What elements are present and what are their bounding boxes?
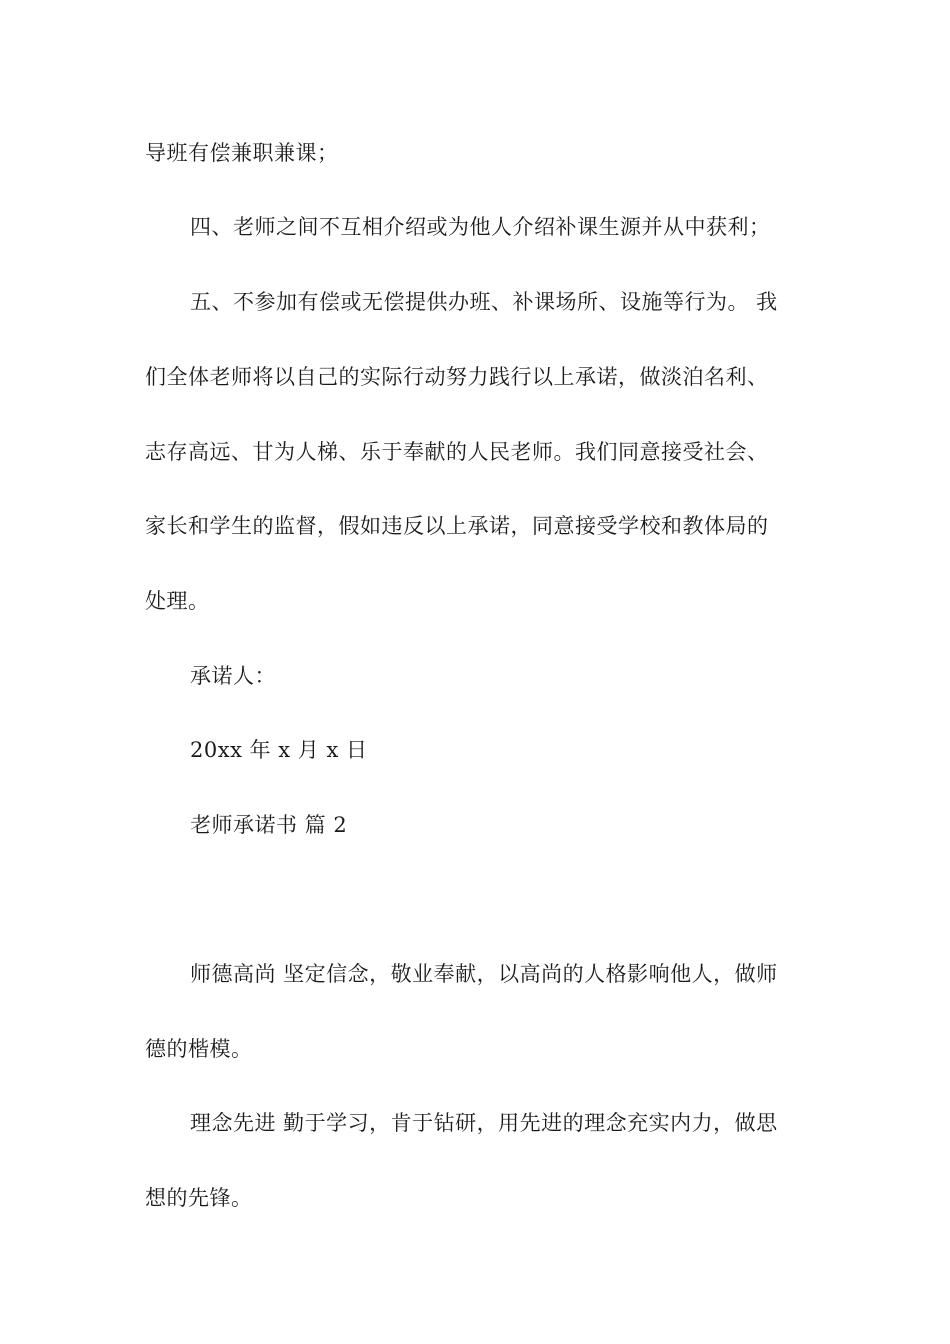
paragraph-ethics: 师德高尚 坚定信念，敬业奉献，以高尚的人格影响他人，做师	[190, 962, 778, 986]
paragraph-item-five: 五、不参加有偿或无偿提供办班、补课场所、设施等行为。 我	[190, 290, 778, 314]
paragraph-line: 们全体老师将以自己的实际行动努力践行以上承诺，做淡泊名利、	[145, 365, 769, 389]
paragraph-line: 家长和学生的监督，假如违反以上承诺，同意接受学校和教体局的	[145, 514, 769, 538]
date-line: 20xx 年 x 月 x 日	[190, 738, 368, 762]
paragraph-item-four: 四、老师之间不互相介绍或为他人介绍补课生源并从中获利；	[190, 215, 771, 239]
section-heading: 老师承诺书 篇 2	[190, 813, 348, 837]
paragraph-philosophy: 理念先进 勤于学习，肯于钻研，用先进的理念充实内力，做思	[190, 1111, 778, 1135]
paragraph-line: 处理。	[145, 589, 210, 613]
signatory-label: 承诺人：	[190, 664, 276, 688]
paragraph-line: 想的先锋。	[145, 1186, 253, 1210]
paragraph-line: 志存高远、甘为人梯、乐于奉献的人民老师。我们同意接受社会、	[145, 440, 769, 464]
paragraph-line-continuation: 导班有偿兼职兼课；	[145, 141, 339, 165]
paragraph-line: 德的楷模。	[145, 1037, 253, 1061]
